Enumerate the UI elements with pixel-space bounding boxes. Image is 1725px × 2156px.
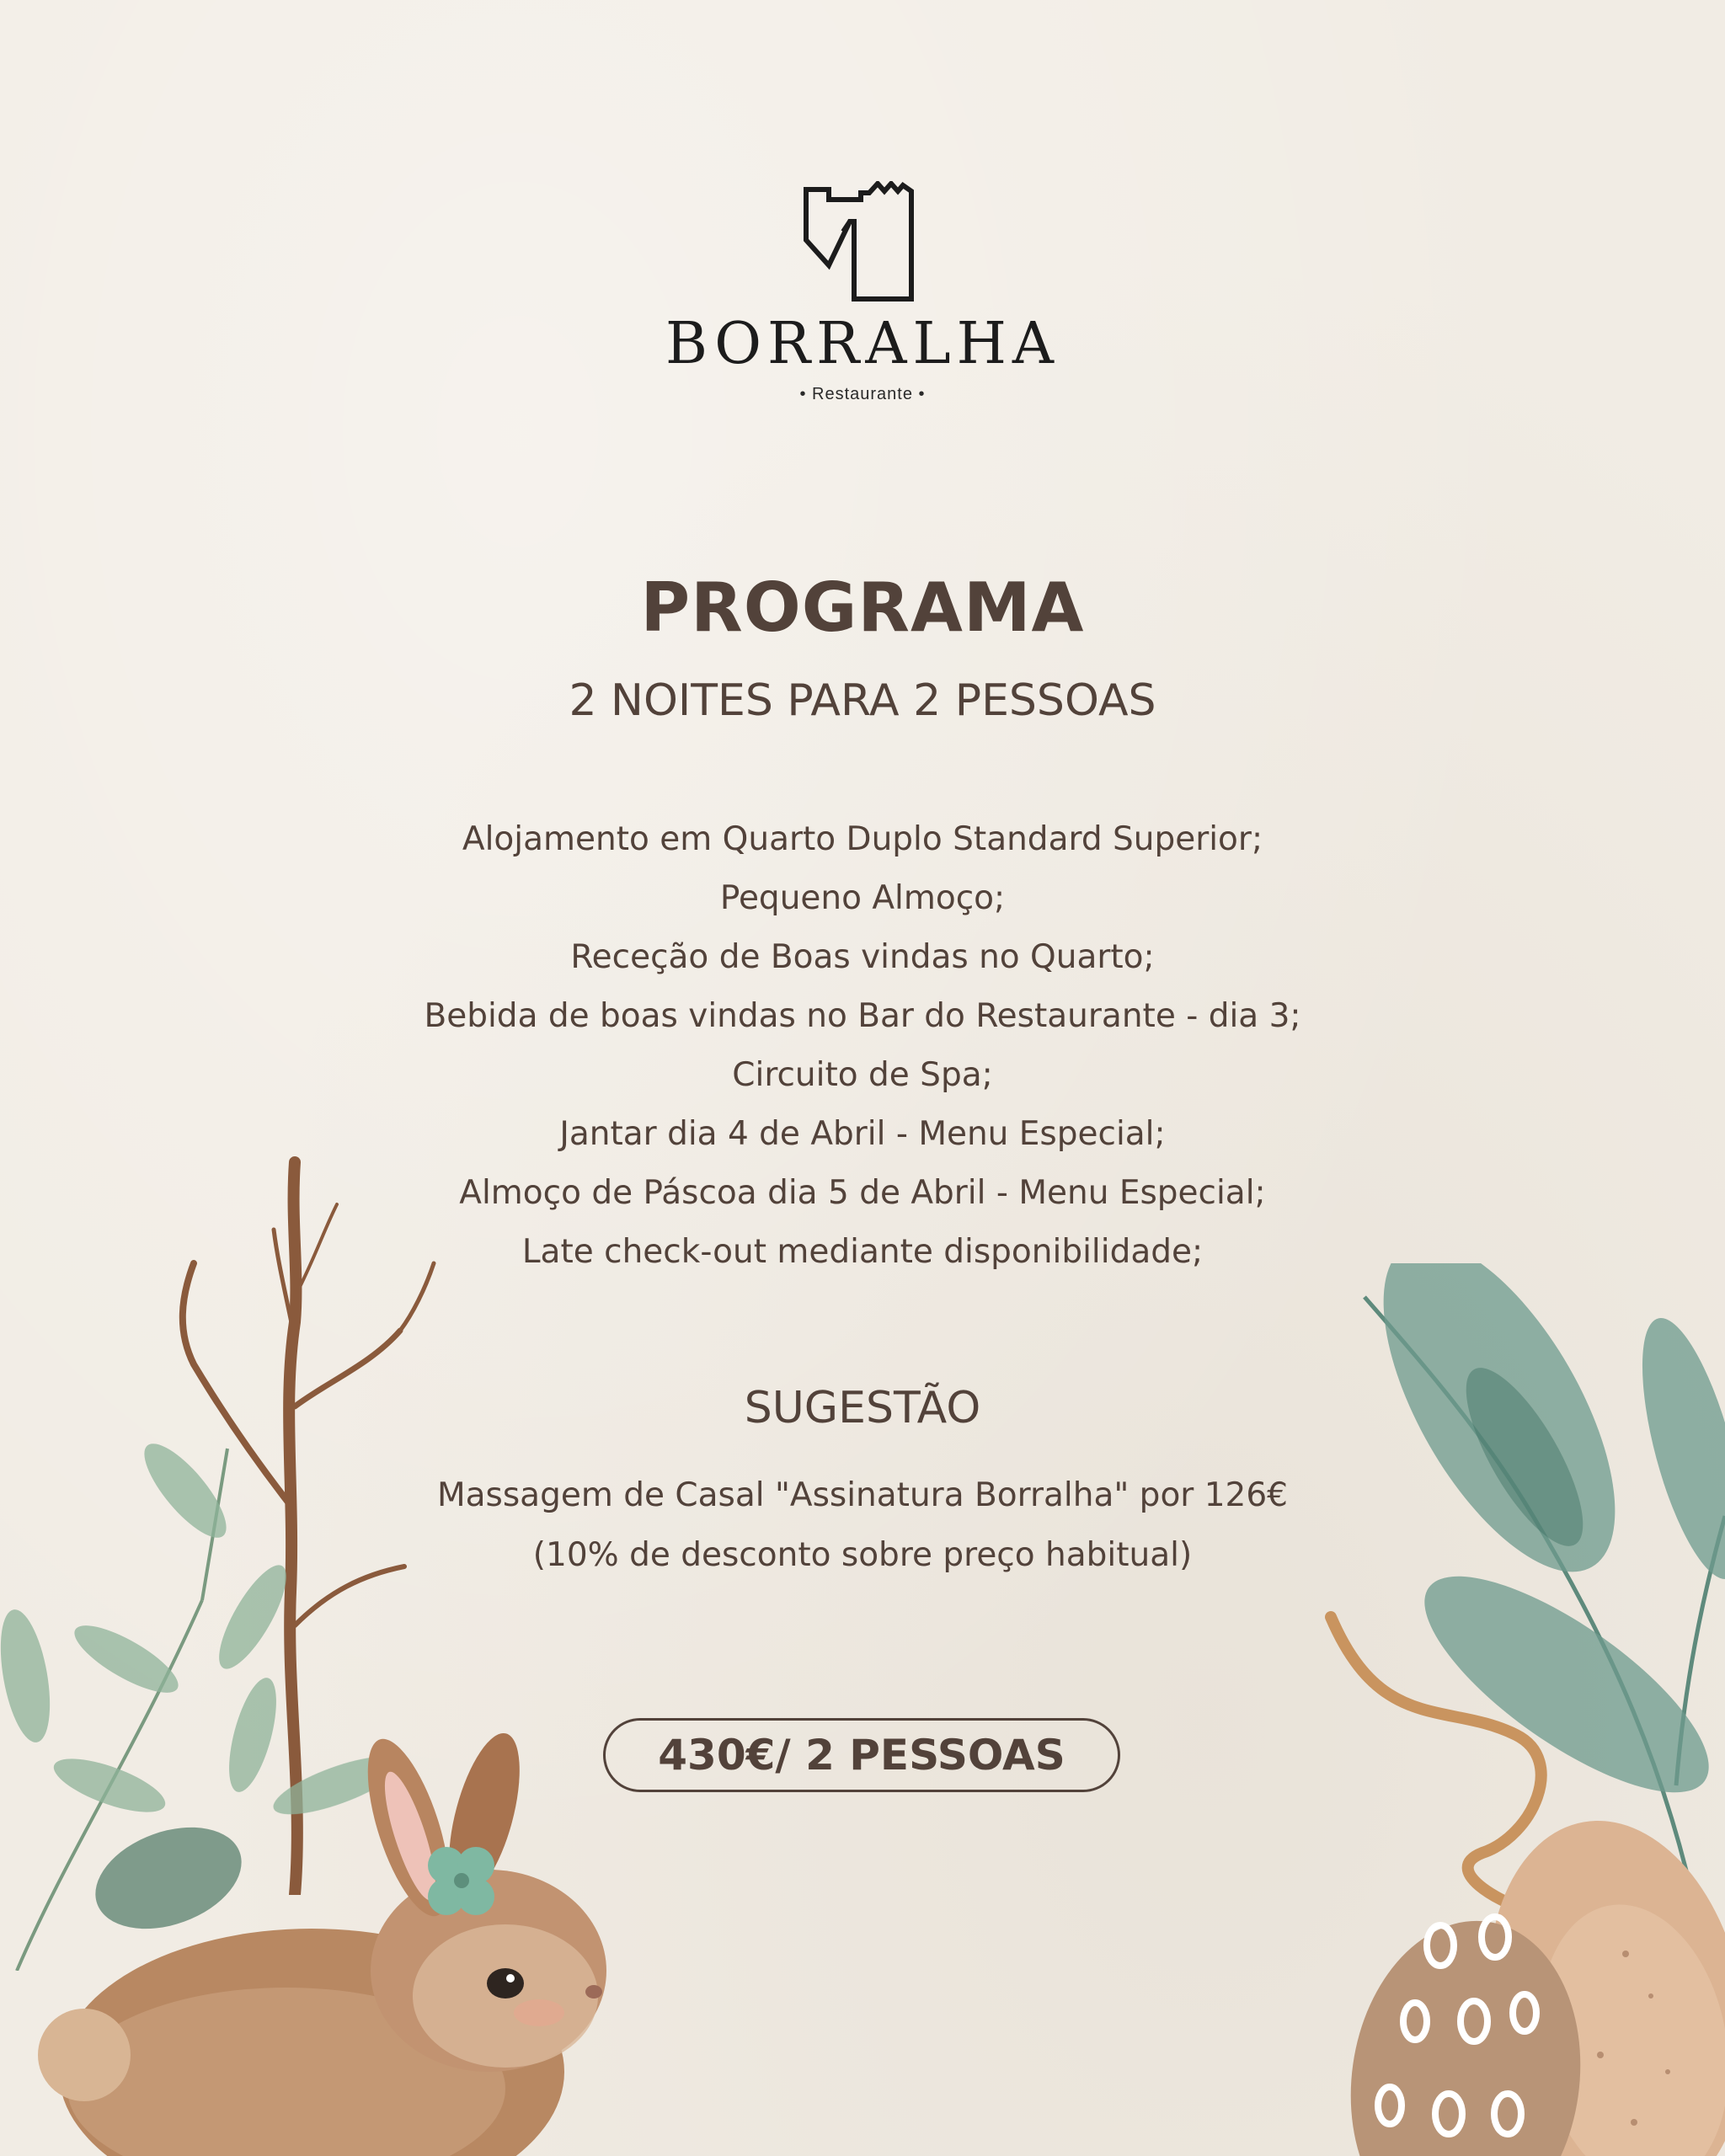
program-item: Almoço de Páscoa dia 5 de Abril - Menu Especial; (459, 1174, 1266, 1212)
suggestion-line: Massagem de Casal "Assinatura Borralha" por 126€ (437, 1476, 1288, 1514)
program-item: Receção de Boas vindas no Quarto; (570, 938, 1155, 976)
brand-tagline: • Restaurante • (799, 385, 926, 403)
brand-logo (0, 181, 1725, 404)
rabbit-illustration (34, 1718, 606, 2156)
suggestion-title: SUGESTÃO (744, 1383, 981, 1433)
program-item: Late check-out mediante disponibilidade; (521, 1233, 1204, 1271)
program-item: Alojamento em Quarto Duplo Standard Superior; (462, 820, 1263, 858)
program-item: Pequeno Almoço; (719, 879, 1006, 917)
program-item: Circuito de Spa; (732, 1056, 993, 1094)
program-title: PROGRAMA (640, 568, 1085, 647)
program-item: Jantar dia 4 de Abril - Menu Especial; (559, 1115, 1166, 1153)
castle-logo-icon (804, 181, 921, 306)
suggestion-line: (10% de desconto sobre preço habitual) (532, 1536, 1193, 1574)
easter-eggs-illustration (1348, 1802, 1725, 2156)
brand-name: BORRALHA (665, 311, 1060, 377)
program-item: Bebida de boas vindas no Bar do Restaurante - dia 3; (424, 997, 1301, 1035)
price-badge: 430€/ 2 PESSOAS (603, 1718, 1120, 1792)
program-subtitle: 2 NOITES PARA 2 PESSOAS (569, 675, 1156, 726)
